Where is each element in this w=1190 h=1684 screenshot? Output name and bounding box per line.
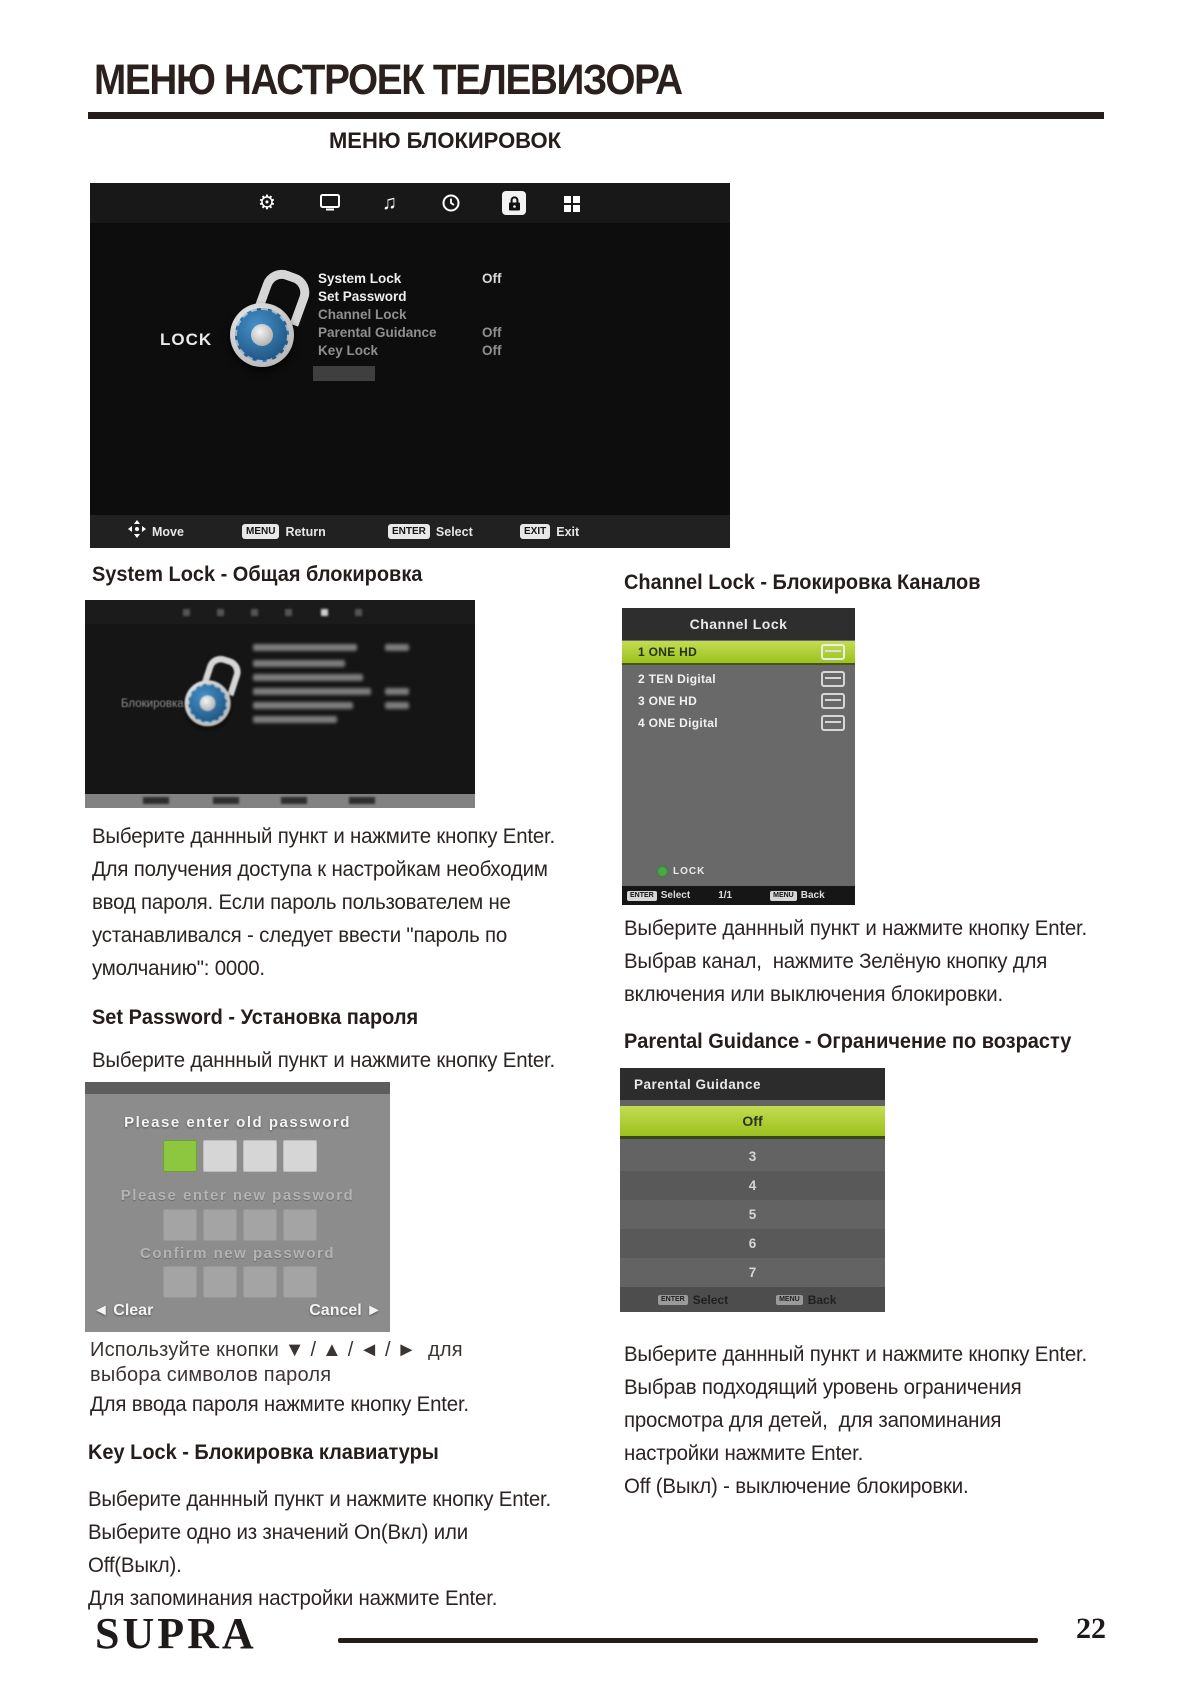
- password-box-selected: [163, 1140, 197, 1172]
- parental-guidance-title: Parental Guidance: [620, 1068, 885, 1100]
- back-label: Back: [807, 1292, 837, 1307]
- menu-key-badge: MENU: [770, 891, 797, 901]
- lock-body: [230, 303, 294, 367]
- paragraph-line: Для запоминания настройки нажмите Enter.: [88, 1586, 498, 1610]
- set-password-intro: [92, 1044, 555, 1077]
- password-box: [203, 1209, 237, 1241]
- paragraph-line: Для получения доступа к настройкам необходим: [92, 857, 548, 881]
- lock-section-label: LOCK: [160, 330, 213, 349]
- channel-name: 2 TEN Digital: [638, 671, 716, 686]
- channel-name: 1 ONE HD: [638, 645, 698, 659]
- channel-lock-hint-bar: [622, 886, 855, 905]
- set-password-dialog-screenshot: [85, 1082, 390, 1332]
- page-title: МЕНЮ НАСТРОЕК ТЕЛЕВИЗОРА: [94, 56, 682, 104]
- enter-key-badge: ENTER: [388, 524, 430, 539]
- password-box: [283, 1209, 317, 1241]
- combination-lock-image: [230, 271, 304, 373]
- menu-item-channel-lock: Channel Lock: [318, 307, 407, 322]
- channel-row: [622, 712, 855, 733]
- ru-value-line: [385, 644, 409, 651]
- cancel-button-label: Cancel ►: [309, 1302, 382, 1319]
- brand-logo: SUPRA: [95, 1609, 257, 1658]
- monitor-icon: [320, 194, 340, 216]
- menu-item-set-password: Set Password: [318, 289, 407, 304]
- pg-option: 7: [748, 1265, 757, 1280]
- menu-value-system-lock: Off: [482, 271, 502, 286]
- hint-menu-label: Return: [285, 524, 326, 539]
- channel-name: 3 ONE HD: [638, 693, 698, 708]
- lock-legend-label: LOCK: [673, 866, 706, 877]
- pg-option: 5: [748, 1207, 757, 1222]
- ru-menu-line: [253, 660, 345, 667]
- ru-menu-line: [253, 644, 357, 651]
- ru-hint-badge: [281, 797, 307, 804]
- pw-bottom-bar: [85, 1302, 390, 1328]
- paragraph-line: Выбрав канал, нажмите Зелёную кнопку для: [624, 949, 1048, 973]
- title-rule: [88, 112, 1104, 119]
- clear-button-label: ◄ Clear: [93, 1302, 154, 1319]
- ru-menu-line: [253, 702, 353, 709]
- paragraph-line: Выбрав подходящий уровень ограничения: [624, 1375, 1022, 1399]
- ru-lock-section-label: Блокировка: [121, 698, 184, 710]
- paragraph-line: Выберите даннный пункт и нажмите кнопку Enter.: [92, 824, 556, 848]
- paragraph-line: Используйте кнопки ▼ / ▲ / ◄ / ► для: [90, 1339, 463, 1361]
- key-lock-paragraph: [88, 1483, 551, 1615]
- ru-menu-line: [253, 688, 371, 695]
- confirm-password-boxes: [163, 1266, 317, 1298]
- hint-move-label: Move: [152, 524, 184, 539]
- paragraph-line: ввод пароля. Если пароль пользователем не: [92, 890, 511, 914]
- lock-legend: [658, 866, 705, 877]
- password-box: [163, 1266, 197, 1298]
- gear-icon: ⚙: [258, 192, 276, 214]
- password-tips: [90, 1338, 463, 1388]
- menu-key-badge: MENU: [242, 524, 279, 539]
- ru-value-line: [385, 702, 409, 709]
- paragraph-line: выбора символов пароля: [90, 1364, 332, 1386]
- password-box: [203, 1140, 237, 1172]
- channel-lock-paragraph: [624, 912, 1087, 1011]
- lock-knob: [251, 324, 273, 346]
- tv-hint-bar: [90, 515, 730, 548]
- new-password-boxes: [163, 1209, 317, 1241]
- ru-hint-badge: [143, 797, 169, 804]
- paragraph-line: Для ввода пароля нажмите кнопку Enter.: [90, 1392, 469, 1416]
- ru-menu-line: [253, 716, 337, 723]
- password-box: [283, 1140, 317, 1172]
- paragraph-line: просмотра для детей, для запоминания: [624, 1408, 1002, 1432]
- parental-guidance-heading: Parental Guidance - Ограничение по возрасту: [624, 1030, 1072, 1053]
- parental-guidance-paragraph: [624, 1338, 1087, 1503]
- enter-key-badge: ENTER: [627, 891, 657, 901]
- ru-gear-icon: [183, 609, 190, 616]
- pg-option: 3: [748, 1149, 757, 1164]
- paragraph-line: Выберите даннный пункт и нажмите кнопку Enter.: [624, 916, 1088, 940]
- select-label: Select: [660, 890, 691, 901]
- enter-key-badge: ENTER: [658, 1295, 688, 1305]
- exit-key-badge: EXIT: [520, 524, 550, 539]
- ru-value-line: [385, 688, 409, 695]
- select-label: Select: [692, 1292, 729, 1307]
- system-lock-paragraph: [92, 820, 555, 985]
- back-label: Back: [800, 890, 825, 901]
- ru-menu-line: [253, 674, 363, 681]
- ru-monitor-icon: [217, 609, 224, 616]
- paragraph-line: умолчанию": 0000.: [92, 956, 265, 980]
- tv-menu-tab-bar: [90, 183, 730, 223]
- lock-menu-screenshot: [90, 183, 730, 548]
- hint-exit-label: Exit: [556, 524, 580, 539]
- password-box: [243, 1209, 277, 1241]
- paragraph-line: Off(Выкл).: [88, 1553, 182, 1577]
- menu-value-parental-guidance: Off: [482, 325, 502, 340]
- key-lock-heading: Key Lock - Блокировка клавиатуры: [88, 1441, 439, 1464]
- menu-item-key-lock: Key Lock: [318, 343, 379, 358]
- menu-value-key-lock: Off: [482, 343, 502, 358]
- hint-exit: [520, 524, 579, 539]
- channel-lock-heading: Channel Lock - Блокировка Каналов: [624, 571, 981, 594]
- parental-guidance-hint-bar: [620, 1287, 885, 1312]
- hint-menu: [242, 524, 326, 539]
- lock-icon: [502, 191, 526, 215]
- paragraph-line: Выберите даннный пункт и нажмите кнопку Enter.: [88, 1487, 552, 1511]
- password-box: [243, 1266, 277, 1298]
- password-box: [203, 1266, 237, 1298]
- channel-lock-screenshot: [622, 608, 855, 905]
- ru-tab-bar: [85, 600, 475, 624]
- password-box: [243, 1140, 277, 1172]
- paragraph-line: Off (Выкл) - выключение блокировки.: [624, 1474, 969, 1498]
- password-box: [163, 1209, 197, 1241]
- ru-lock-icon: [321, 609, 328, 616]
- menu-item-parental-guidance: Parental Guidance: [318, 325, 437, 340]
- clock-icon: [442, 194, 460, 217]
- parental-guidance-screenshot: [620, 1068, 885, 1312]
- channel-row: [622, 668, 855, 689]
- channel-row: [622, 690, 855, 711]
- old-password-label: Please enter old password: [124, 1114, 351, 1131]
- ru-hint-bar: [85, 794, 475, 808]
- page-subtitle: МЕНЮ БЛОКИРОВОК: [328, 128, 562, 153]
- new-password-label: Please enter new password: [120, 1187, 355, 1204]
- paragraph-line: настройки нажмите Enter.: [624, 1441, 864, 1465]
- password-box: [283, 1266, 317, 1298]
- pg-option: 4: [620, 1171, 885, 1200]
- ru-grid-icon: [355, 609, 362, 616]
- ru-hint-badge: [349, 797, 375, 804]
- tv-badge-icon: [821, 644, 845, 660]
- paragraph-line: Выберите одно из значений On(Вкл) или: [88, 1520, 468, 1544]
- set-password-heading: Set Password - Установка пароля: [92, 1006, 419, 1029]
- paragraph-line: включения или выключения блокировки.: [624, 982, 1003, 1006]
- hint-enter-label: Select: [435, 524, 473, 539]
- confirm-password-label: Confirm new password: [139, 1245, 336, 1262]
- menu-key-badge: MENU: [776, 1295, 803, 1305]
- selected-empty-row: [313, 366, 375, 381]
- tv-badge-icon: [821, 671, 845, 687]
- password-tip-enter: [90, 1388, 469, 1421]
- menu-item-system-lock: System Lock: [318, 271, 402, 286]
- ru-combination-lock-image: [183, 656, 239, 731]
- ru-clock-icon: [285, 609, 292, 616]
- hint-enter: [388, 524, 473, 539]
- pg-option-selected: Off: [620, 1106, 885, 1139]
- channel-lock-title: Channel Lock: [622, 608, 855, 640]
- grid-icon: [564, 196, 580, 217]
- old-password-boxes: [163, 1140, 317, 1172]
- system-lock-screenshot: [85, 600, 475, 808]
- ru-lock-body: [184, 679, 232, 727]
- system-lock-heading: System Lock - Общая блокировка: [92, 563, 423, 586]
- ru-music-icon: [251, 609, 258, 616]
- ru-hint-badge: [213, 797, 239, 804]
- channel-name: 4 ONE Digital: [638, 715, 718, 730]
- paragraph-line: устанавливался - следует ввести "пароль по: [92, 923, 508, 947]
- pw-top-strip: [85, 1082, 390, 1094]
- paragraph-line: Выберите даннный пункт и нажмите кнопку Enter.: [624, 1342, 1088, 1366]
- paragraph-line: Выберите даннный пункт и нажмите кнопку Enter.: [92, 1048, 556, 1072]
- music-note-icon: ♫: [382, 192, 397, 214]
- channel-row-selected: [622, 641, 855, 665]
- pg-option: 6: [620, 1229, 885, 1258]
- footer-rule: [338, 1638, 1038, 1643]
- move-arrows-icon: [128, 520, 146, 543]
- tv-badge-icon: [821, 715, 845, 731]
- tv-badge-icon: [821, 693, 845, 709]
- hint-move: [128, 520, 184, 543]
- page-number: 22: [1076, 1612, 1106, 1645]
- page-indicator: 1/1: [718, 890, 733, 901]
- green-dot-icon: [658, 867, 667, 876]
